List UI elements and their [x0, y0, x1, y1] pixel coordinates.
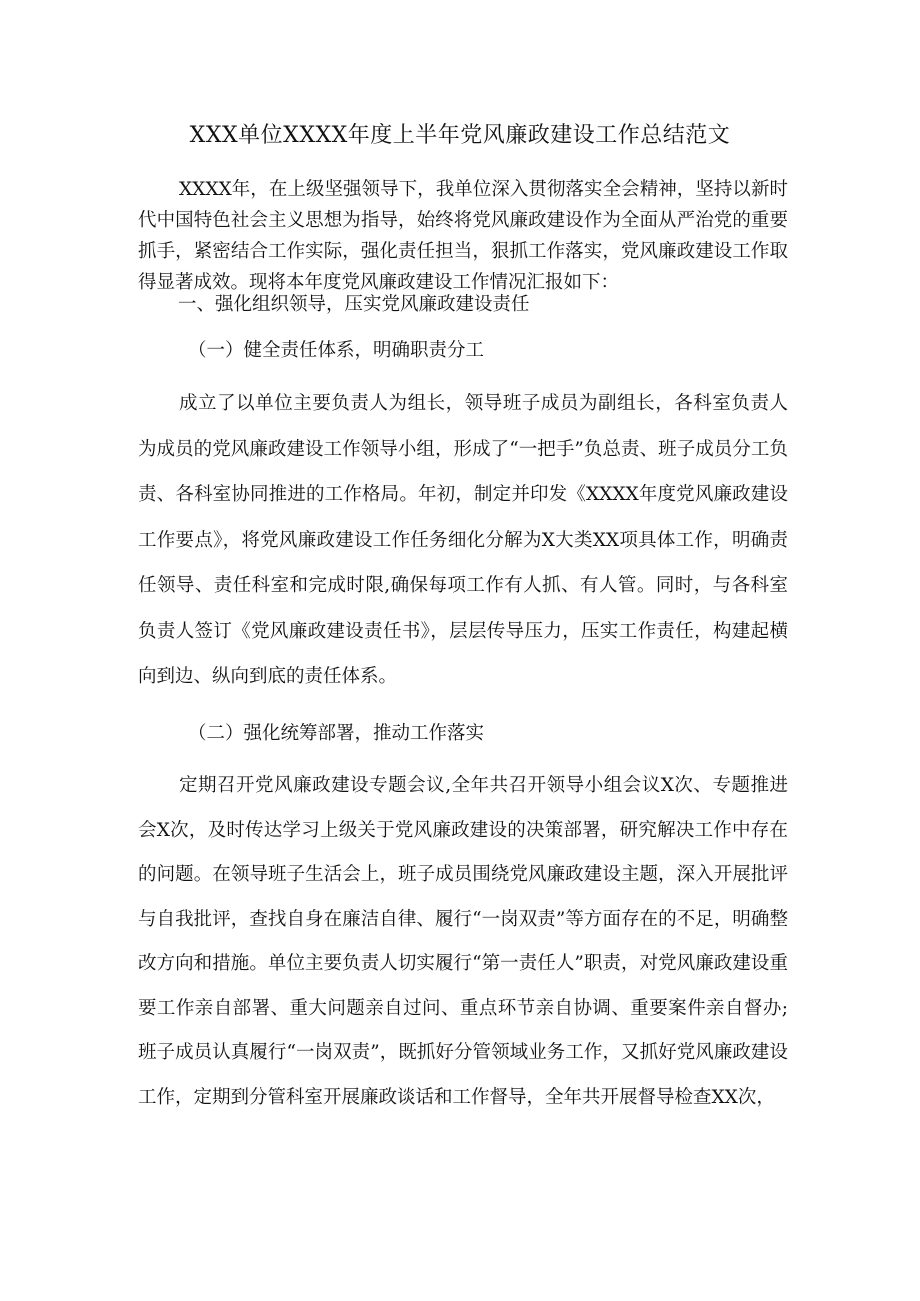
- document-title: XXX单位XXXX年度上半年党风廉政建设工作总结范文: [189, 123, 731, 148]
- section-1-heading: 一、强化组织领导，压实党风廉政建设责任: [178, 294, 530, 315]
- subsection-2-heading: （二）强化统筹部署，推动工作落实: [188, 723, 485, 744]
- subsection-1-heading: （一）健全责任体系，明确职责分工: [188, 340, 485, 361]
- subsection-2-paragraph: 定期召开党风廉政建设专题会议,全年共召开领导小组会议X次、专题推进会X次，及时传达学习上级关于党风廉政建设的决策部署，研究解决工作中存在的问题。在领导班子生活会上，班子成员围绕党风廉政建设主题，深入开展批评与自我批评，查找自身在廉洁自律、履行“一岗双责”等方面存在的不足，明确整改方向和措施。单位主要负责人切实履行“第一责任人”职责，对党风廉政建设重要工作亲自部署、重大问题亲自过问、重点环节亲自协调、重要案件亲自督办;班子成员认真履行“一岗双责”，既抓好分管领域业务工作，又抓好党风廉政建设工作，定期到分管科室开展廉政谈话和工作督导，全年共开展督导检查XX次，: [138, 775, 788, 1108]
- intro-paragraph: XXXX年，在上级坚强领导下，我单位深入贯彻落实全会精神，坚持以新时代中国特色社会主义思想为指导，始终将党风廉政建设作为全面从严治党的重要抓手，紧密结合工作实际，强化责任担当，狠抓工作落实，党风廉政建设工作取得显著成效。现将本年度党风廉政建设工作情况汇报如下：: [138, 179, 788, 293]
- subsection-1-paragraph: 成立了以单位主要负责人为组长，领导班子成员为副组长，各科室负责人为成员的党风廉政建设工作领导小组，形成了“一把手”负总责、班子成员分工负责、各科室协同推进的工作格局。年初，制定并印发《XXXX年度党风廉政建设工作要点》，将党风廉政建设工作任务细化分解为X大类XX项具体工作，明确责任领导、责任科室和完成时限,确保每项工作有人抓、有人管。同时，与各科室负责人签订《党风廉政建设责任书》，层层传导压力，压实工作责任，构建起横向到边、纵向到底的责任体系。: [138, 393, 788, 687]
